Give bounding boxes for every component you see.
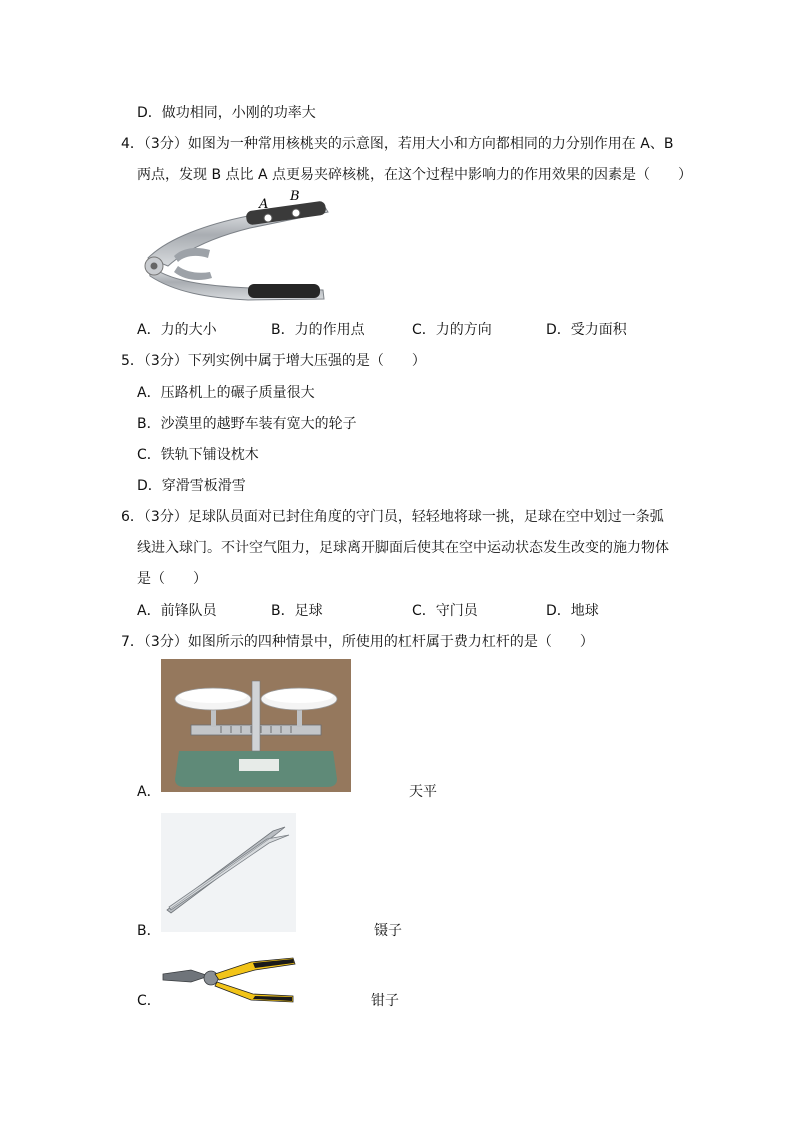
q4-option-a: A．力的大小 — [137, 322, 217, 338]
q5-option-a: A．压路机上的碾子质量很大 — [137, 385, 315, 401]
q7-option-b-letter: B． — [137, 923, 161, 939]
nutcracker-figure — [138, 186, 334, 312]
q4-option-b: B．力的作用点 — [271, 322, 365, 338]
q7-stem: 7．（3分）如图所示的四种情景中，所使用的杠杆属于费力杠杆的是（ ） — [121, 634, 594, 650]
q5-stem: 5．（3分）下列实例中属于增大压强的是（ ） — [121, 353, 426, 369]
q5-option-c: C．铁轨下铺设枕木 — [137, 447, 259, 463]
q6-stem-line2: 线进入球门。不计空气阻力，足球离开脚面后使其在空中运动状态发生改变的施力物体 — [137, 540, 669, 556]
q4-option-c: C．力的方向 — [412, 322, 492, 338]
q6-option-a: A．前锋队员 — [137, 603, 217, 619]
q4-stem-line1: 4．（3分）如图为一种常用核桃夹的示意图，若用大小和方向都相同的力分别作用在 A、B — [121, 136, 674, 152]
q7-option-c-letter: C． — [137, 993, 161, 1009]
q7-option-a-letter: A． — [137, 784, 161, 800]
q6-stem-line3: 是（ ） — [137, 571, 207, 587]
q5-option-b: B．沙漠里的越野车装有宽大的轮子 — [137, 416, 357, 432]
q6-option-d: D．地球 — [546, 603, 599, 619]
q6-stem-line1: 6．（3分）足球队员面对已封住角度的守门员，轻轻地将球一挑，足球在空中划过一条弧 — [121, 509, 664, 525]
q3-option-d: D．做功相同，小刚的功率大 — [137, 105, 316, 121]
tweezers-image — [161, 813, 296, 932]
q4-stem-line2: 两点，发现 B 点比 A 点更易夹碎核桃，在这个过程中影响力的作用效果的因素是（ ） — [137, 167, 692, 183]
q4-option-d: D．受力面积 — [546, 322, 627, 338]
q7-option-c-caption: 钳子 — [371, 993, 399, 1009]
q7-option-a-caption: 天平 — [409, 784, 437, 800]
q7-option-b-caption: 镊子 — [374, 923, 402, 939]
q5-option-d: D．穿滑雪板滑雪 — [137, 478, 246, 494]
balance-scale-image — [161, 659, 351, 792]
q6-option-b: B．足球 — [271, 603, 323, 619]
point-a-label: A — [259, 197, 269, 212]
pliers-image — [161, 952, 297, 1004]
q6-option-c: C．守门员 — [412, 603, 478, 619]
point-b-label: B — [290, 189, 300, 204]
